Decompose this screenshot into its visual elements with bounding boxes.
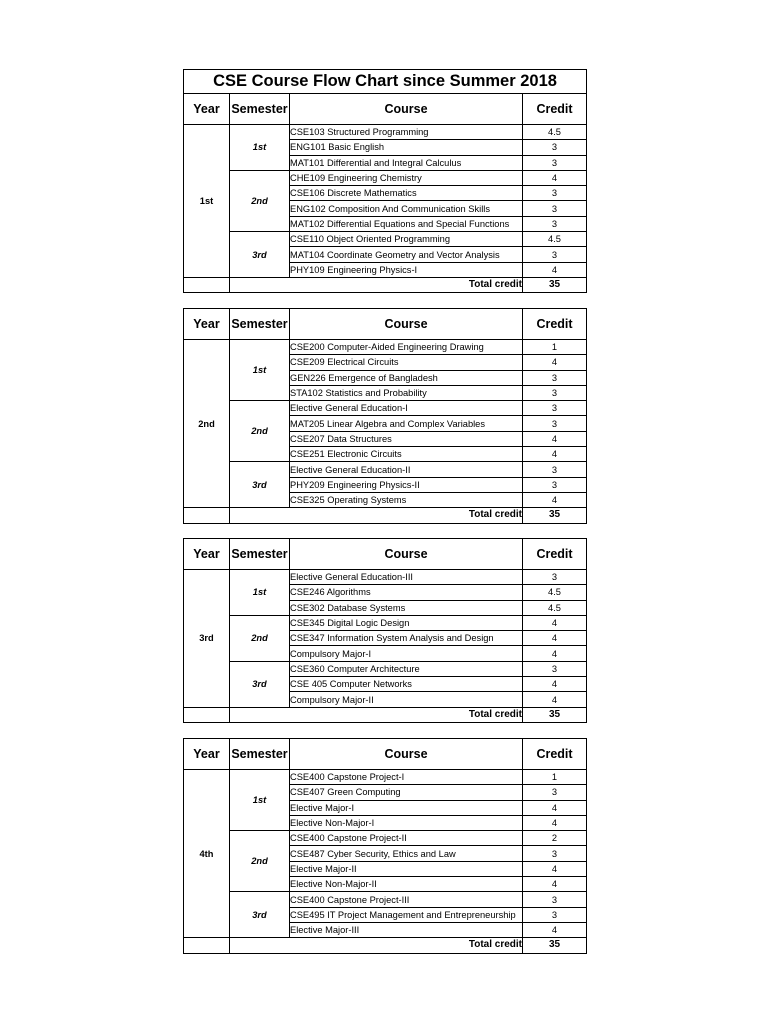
- header-credit: Credit: [523, 309, 587, 340]
- total-label: Total credit: [230, 938, 523, 953]
- course-row: [184, 831, 587, 846]
- course-credit: 4.5: [523, 232, 587, 247]
- course-credit: 1: [523, 340, 587, 355]
- course-credit: 4: [523, 646, 587, 661]
- course-name: CSE251 Electronic Circuits: [290, 447, 523, 462]
- semester-label: 2nd: [230, 615, 290, 661]
- course-name: Elective Non-Major-I: [290, 815, 523, 830]
- total-label: Total credit: [230, 277, 523, 292]
- header-course: Course: [290, 309, 523, 340]
- semester-label: 1st: [230, 340, 290, 401]
- course-credit: 3: [523, 155, 587, 170]
- header-row: [184, 739, 587, 770]
- year-label: 1st: [184, 125, 230, 278]
- course-row: [184, 661, 587, 676]
- header-semester: Semester: [230, 539, 290, 570]
- course-credit: 3: [523, 247, 587, 262]
- year-table: [183, 308, 587, 524]
- semester-label: 3rd: [230, 462, 290, 508]
- course-credit: 3: [523, 201, 587, 216]
- total-row: [184, 938, 587, 953]
- header-semester: Semester: [230, 309, 290, 340]
- course-name: PHY209 Engineering Physics-II: [290, 477, 523, 492]
- course-name: Compulsory Major-I: [290, 646, 523, 661]
- course-name: Elective Major-III: [290, 922, 523, 937]
- header-course: Course: [290, 539, 523, 570]
- course-credit: 3: [523, 462, 587, 477]
- course-name: CSE400 Capstone Project-I: [290, 770, 523, 785]
- course-credit: 3: [523, 186, 587, 201]
- total-spacer: [184, 707, 230, 722]
- course-credit: 3: [523, 401, 587, 416]
- course-credit: 2: [523, 831, 587, 846]
- course-credit: 4: [523, 877, 587, 892]
- course-credit: 3: [523, 907, 587, 922]
- course-credit: 4.5: [523, 600, 587, 615]
- page-title: CSE Course Flow Chart since Summer 2018: [184, 70, 587, 94]
- course-credit: 3: [523, 570, 587, 585]
- total-row: [184, 508, 587, 523]
- total-spacer: [184, 277, 230, 292]
- course-name: Elective General Education-II: [290, 462, 523, 477]
- course-name: GEN226 Emergence of Bangladesh: [290, 370, 523, 385]
- semester-label: 2nd: [230, 401, 290, 462]
- course-name: CSE407 Green Computing: [290, 785, 523, 800]
- total-credit: 35: [523, 277, 587, 292]
- course-name: CSE209 Electrical Circuits: [290, 355, 523, 370]
- year-label: 3rd: [184, 570, 230, 708]
- course-credit: 1: [523, 770, 587, 785]
- course-name: CHE109 Engineering Chemistry: [290, 170, 523, 185]
- header-course: Course: [290, 94, 523, 125]
- course-row: [184, 401, 587, 416]
- course-name: ENG102 Composition And Communication Skills: [290, 201, 523, 216]
- course-name: STA102 Statistics and Probability: [290, 385, 523, 400]
- course-credit: 4.5: [523, 585, 587, 600]
- course-name: MAT101 Differential and Integral Calculus: [290, 155, 523, 170]
- course-name: Elective Major-I: [290, 800, 523, 815]
- year-label: 4th: [184, 770, 230, 938]
- course-row: [184, 462, 587, 477]
- course-name: CSE106 Discrete Mathematics: [290, 186, 523, 201]
- course-row: [184, 340, 587, 355]
- course-name: Elective Major-II: [290, 861, 523, 876]
- header-row: [184, 539, 587, 570]
- total-label: Total credit: [230, 508, 523, 523]
- course-credit: 3: [523, 661, 587, 676]
- course-name: CSE487 Cyber Security, Ethics and Law: [290, 846, 523, 861]
- course-credit: 3: [523, 892, 587, 907]
- course-name: CSE347 Information System Analysis and Design: [290, 631, 523, 646]
- course-credit: 4: [523, 800, 587, 815]
- total-label: Total credit: [230, 707, 523, 722]
- course-name: CSE325 Operating Systems: [290, 492, 523, 507]
- year-label: 2nd: [184, 340, 230, 508]
- course-credit: 3: [523, 140, 587, 155]
- header-year: Year: [184, 539, 230, 570]
- course-name: CSE400 Capstone Project-III: [290, 892, 523, 907]
- course-row: [184, 570, 587, 585]
- header-semester: Semester: [230, 94, 290, 125]
- course-credit: 3: [523, 216, 587, 231]
- course-name: Compulsory Major-II: [290, 692, 523, 707]
- course-credit: 4: [523, 170, 587, 185]
- header-year: Year: [184, 309, 230, 340]
- semester-label: 2nd: [230, 831, 290, 892]
- course-name: MAT104 Coordinate Geometry and Vector Analysis: [290, 247, 523, 262]
- semester-label: 1st: [230, 570, 290, 616]
- course-credit: 3: [523, 477, 587, 492]
- course-credit: 3: [523, 385, 587, 400]
- header-semester: Semester: [230, 739, 290, 770]
- course-name: CSE400 Capstone Project-II: [290, 831, 523, 846]
- course-name: CSE200 Computer-Aided Engineering Drawing: [290, 340, 523, 355]
- course-name: MAT102 Differential Equations and Special Functions: [290, 216, 523, 231]
- course-row: [184, 170, 587, 185]
- course-credit: 4: [523, 861, 587, 876]
- course-credit: 4: [523, 615, 587, 630]
- total-credit: 35: [523, 707, 587, 722]
- total-credit: 35: [523, 938, 587, 953]
- course-name: CSE103 Structured Programming: [290, 125, 523, 140]
- year-table: [183, 538, 587, 723]
- semester-label: 3rd: [230, 661, 290, 707]
- header-row: [184, 94, 587, 125]
- header-course: Course: [290, 739, 523, 770]
- year-table: [183, 69, 587, 293]
- header-credit: Credit: [523, 94, 587, 125]
- course-name: MAT205 Linear Algebra and Complex Variables: [290, 416, 523, 431]
- course-credit: 4: [523, 922, 587, 937]
- course-row: [184, 125, 587, 140]
- course-credit: 4: [523, 631, 587, 646]
- semester-label: 1st: [230, 770, 290, 831]
- total-credit: 35: [523, 508, 587, 523]
- course-name: CSE495 IT Project Management and Entrepreneurship: [290, 907, 523, 922]
- course-credit: 4: [523, 492, 587, 507]
- course-name: CSE207 Data Structures: [290, 431, 523, 446]
- course-name: CSE 405 Computer Networks: [290, 677, 523, 692]
- course-name: ENG101 Basic English: [290, 140, 523, 155]
- course-name: PHY109 Engineering Physics-I: [290, 262, 523, 277]
- semester-label: 3rd: [230, 892, 290, 938]
- semester-label: 2nd: [230, 170, 290, 231]
- course-name: CSE110 Object Oriented Programming: [290, 232, 523, 247]
- course-name: Elective General Education-III: [290, 570, 523, 585]
- course-name: CSE302 Database Systems: [290, 600, 523, 615]
- course-credit: 4: [523, 431, 587, 446]
- course-credit: 4: [523, 815, 587, 830]
- course-row: [184, 615, 587, 630]
- course-name: CSE360 Computer Architecture: [290, 661, 523, 676]
- total-spacer: [184, 938, 230, 953]
- course-credit: 3: [523, 846, 587, 861]
- course-name: Elective Non-Major-II: [290, 877, 523, 892]
- course-name: Elective General Education-I: [290, 401, 523, 416]
- course-credit: 3: [523, 370, 587, 385]
- course-name: CSE246 Algorithms: [290, 585, 523, 600]
- course-credit: 4: [523, 692, 587, 707]
- total-row: [184, 277, 587, 292]
- course-credit: 4: [523, 447, 587, 462]
- course-credit: 4: [523, 355, 587, 370]
- header-credit: Credit: [523, 739, 587, 770]
- total-spacer: [184, 508, 230, 523]
- semester-label: 1st: [230, 125, 290, 171]
- course-credit: 4: [523, 262, 587, 277]
- header-credit: Credit: [523, 539, 587, 570]
- semester-label: 3rd: [230, 232, 290, 278]
- header-row: [184, 309, 587, 340]
- header-year: Year: [184, 94, 230, 125]
- course-row: [184, 770, 587, 785]
- course-credit: 3: [523, 785, 587, 800]
- year-table: [183, 738, 587, 954]
- total-row: [184, 707, 587, 722]
- course-row: [184, 892, 587, 907]
- header-year: Year: [184, 739, 230, 770]
- course-credit: 3: [523, 416, 587, 431]
- course-credit: 4: [523, 677, 587, 692]
- course-name: CSE345 Digital Logic Design: [290, 615, 523, 630]
- course-credit: 4.5: [523, 125, 587, 140]
- course-row: [184, 232, 587, 247]
